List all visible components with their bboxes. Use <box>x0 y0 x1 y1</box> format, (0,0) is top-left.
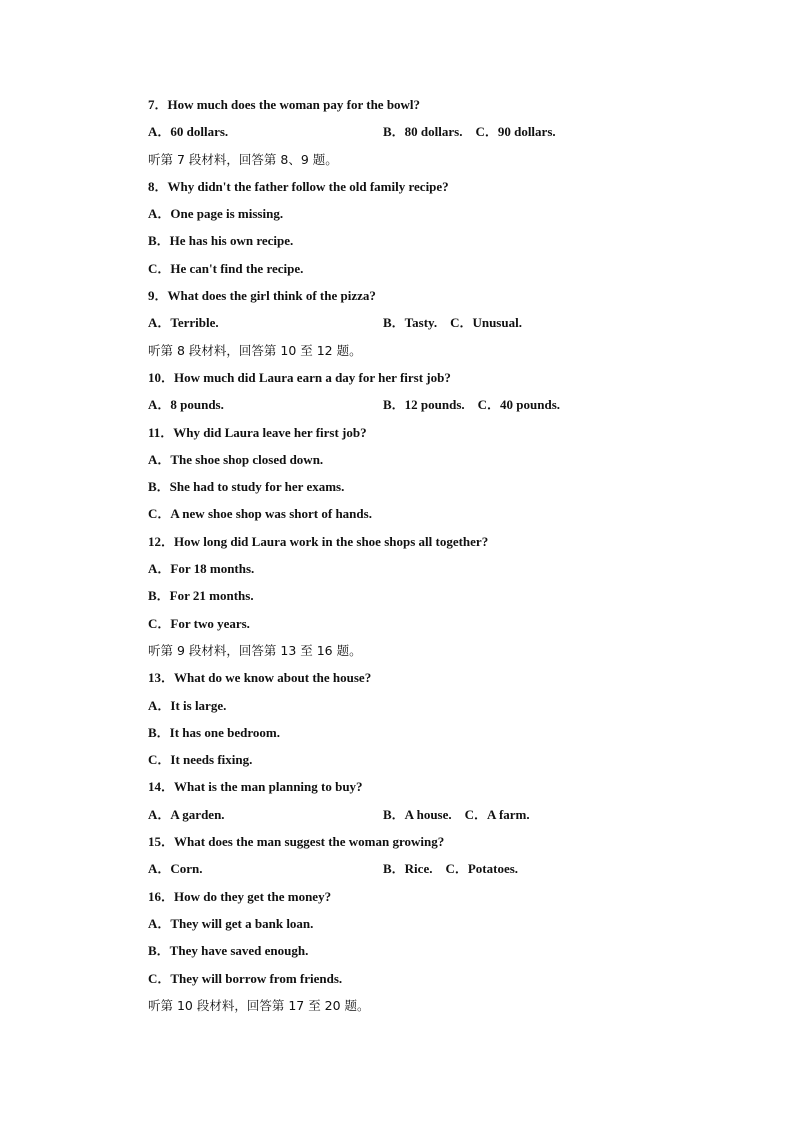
option-left: A．Corn. <box>148 861 203 877</box>
question-text: 7．How much does the woman pay for the bowl? <box>148 97 421 112</box>
option-right: B．12 pounds. C．40 pounds. <box>383 397 561 413</box>
option-text: C．They will borrow from friends. <box>148 970 343 986</box>
question-text: 14．What is the man planning to buy? <box>148 779 363 795</box>
option-text: A．It is large. <box>148 697 227 713</box>
section-instruction: 听第 9 段材料，回答第 13 至 16 题。 <box>148 642 362 658</box>
question-text: 13．What do we know about the house? <box>148 670 372 686</box>
option-text: A．For 18 months. <box>148 561 255 577</box>
section-instruction: 听第 10 段材料，回答第 17 至 20 题。 <box>148 997 370 1013</box>
option-text: B．They have saved enough. <box>148 943 309 959</box>
section-instruction: 听第 8 段材料，回答第 10 至 12 题。 <box>148 342 362 358</box>
option-text: B．She had to study for her exams. <box>148 479 345 495</box>
option-row <box>148 314 708 341</box>
question-text: 15．What does the man suggest the woman growing? <box>148 834 445 850</box>
option-right: B．80 dollars. C．90 dollars. <box>383 124 556 140</box>
option-text: B．It has one bedroom. <box>148 724 280 740</box>
question-text: 8．Why didn't the father follow the old family recipe? <box>148 178 449 194</box>
option-text: B．For 21 months. <box>148 588 254 604</box>
question-text: 16．How do they get the money? <box>148 888 332 904</box>
option-text: C．A new shoe shop was short of hands. <box>148 506 372 522</box>
question-text: 12．How long did Laura work in the shoe shops all together? <box>148 533 489 549</box>
option-left: A．Terrible. <box>148 315 219 331</box>
option-row <box>148 123 708 150</box>
option-left: A．8 pounds. <box>148 397 224 413</box>
option-text: C．He can't find the recipe. <box>148 260 304 276</box>
option-row <box>148 860 708 887</box>
option-text: A．The shoe shop closed down. <box>148 451 324 467</box>
section-instruction: 听第 7 段材料，回答第 8、9 题。 <box>148 151 338 167</box>
option-right: B．Tasty. C．Unusual. <box>383 315 522 331</box>
option-text: C．For two years. <box>148 615 250 631</box>
option-right: B．Rice. C．Potatoes. <box>383 861 519 877</box>
option-text: B．He has his own recipe. <box>148 233 294 249</box>
option-text: A．They will get a bank loan. <box>148 915 314 931</box>
option-text: A．One page is missing. <box>148 206 284 222</box>
option-left: A．A garden. <box>148 806 225 822</box>
question-text: 10．How much did Laura earn a day for her first job? <box>148 369 451 385</box>
option-right: B．A house. C．A farm. <box>383 806 530 822</box>
question-text: 9．What does the girl think of the pizza? <box>148 288 376 304</box>
option-row <box>148 396 708 423</box>
question-text: 11．Why did Laura leave her first job? <box>148 424 367 440</box>
option-text: C．It needs fixing. <box>148 752 253 768</box>
option-left: A．60 dollars. <box>148 124 229 140</box>
option-row <box>148 806 708 833</box>
question-list <box>148 96 708 1024</box>
